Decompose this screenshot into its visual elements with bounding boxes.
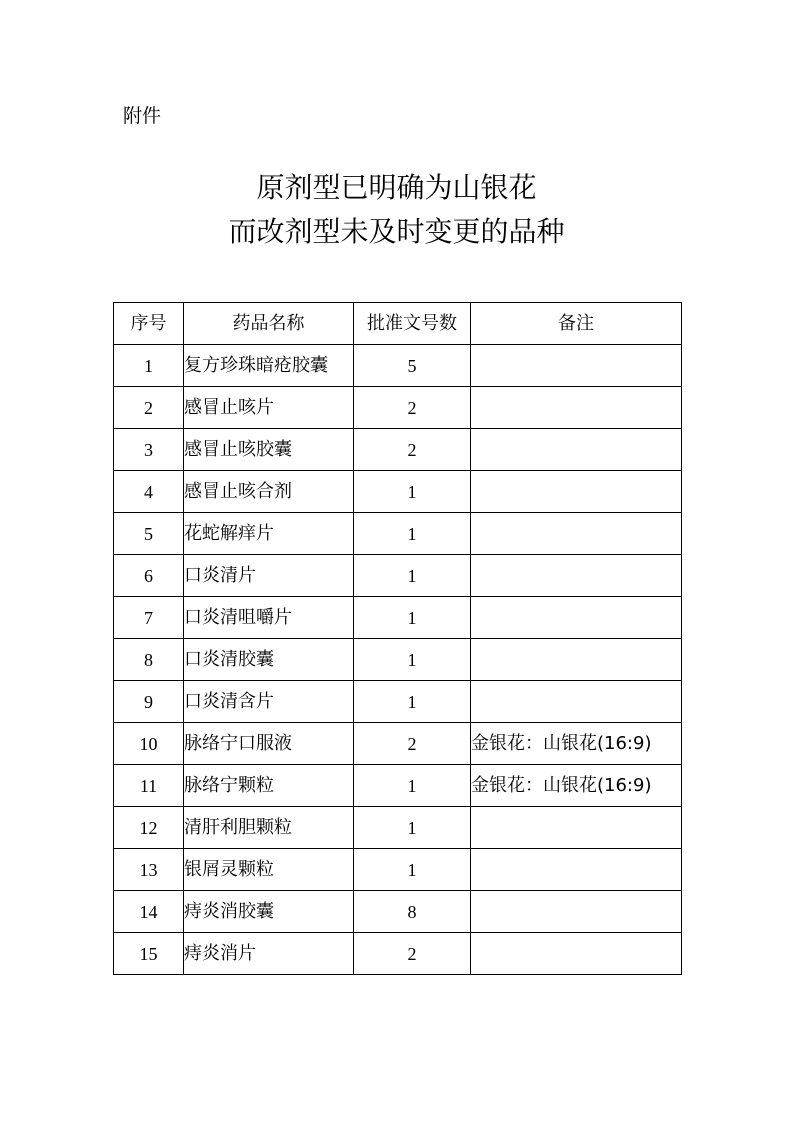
table-header-row <box>114 303 682 345</box>
approval-count: 1 <box>354 471 471 513</box>
row-index: 9 <box>114 681 184 723</box>
drug-name: 花蛇解痒片 <box>184 513 354 555</box>
column-header-approval-count: 批准文号数 <box>354 303 471 345</box>
approval-count: 2 <box>354 933 471 975</box>
drug-name: 感冒止咳片 <box>184 387 354 429</box>
remark <box>471 555 682 597</box>
row-index: 6 <box>114 555 184 597</box>
row-index: 5 <box>114 513 184 555</box>
drug-name: 口炎清含片 <box>184 681 354 723</box>
remark <box>471 597 682 639</box>
table-row <box>114 513 682 555</box>
approval-count: 2 <box>354 723 471 765</box>
remark <box>471 345 682 387</box>
approval-count: 5 <box>354 345 471 387</box>
remark <box>471 471 682 513</box>
drug-name: 银屑灵颗粒 <box>184 849 354 891</box>
remark: 金银花：山银花(16:9) <box>471 723 682 765</box>
row-index: 14 <box>114 891 184 933</box>
row-index: 13 <box>114 849 184 891</box>
row-index: 7 <box>114 597 184 639</box>
page-title-line-1: 原剂型已明确为山银花 <box>256 171 537 204</box>
remark: 金银花：山银花(16:9) <box>471 765 682 807</box>
row-index: 15 <box>114 933 184 975</box>
row-index: 11 <box>114 765 184 807</box>
table-row <box>114 345 682 387</box>
remark <box>471 681 682 723</box>
drug-name: 脉络宁颗粒 <box>184 765 354 807</box>
column-header-index: 序号 <box>114 303 184 345</box>
table-row <box>114 765 682 807</box>
approval-count: 1 <box>354 849 471 891</box>
drug-name: 口炎清胶囊 <box>184 639 354 681</box>
table-row <box>114 933 682 975</box>
table-row <box>114 639 682 681</box>
row-index: 12 <box>114 807 184 849</box>
remark <box>471 933 682 975</box>
table-row <box>114 555 682 597</box>
drug-name: 清肝利胆颗粒 <box>184 807 354 849</box>
approval-count: 2 <box>354 429 471 471</box>
table-row <box>114 723 682 765</box>
row-index: 1 <box>114 345 184 387</box>
row-index: 4 <box>114 471 184 513</box>
column-header-remarks: 备注 <box>471 303 682 345</box>
table-row <box>114 891 682 933</box>
drug-name: 痔炎消片 <box>184 933 354 975</box>
remark <box>471 387 682 429</box>
approval-count: 1 <box>354 681 471 723</box>
remark <box>471 639 682 681</box>
approval-count: 1 <box>354 639 471 681</box>
approval-count: 8 <box>354 891 471 933</box>
row-index: 3 <box>114 429 184 471</box>
drug-name: 口炎清咀嚼片 <box>184 597 354 639</box>
remark <box>471 429 682 471</box>
table-row <box>114 387 682 429</box>
table-row <box>114 429 682 471</box>
drug-table <box>113 302 682 975</box>
table-row <box>114 807 682 849</box>
approval-count: 1 <box>354 555 471 597</box>
row-index: 10 <box>114 723 184 765</box>
drug-name: 痔炎消胶囊 <box>184 891 354 933</box>
remark <box>471 891 682 933</box>
page-title-line-2: 而改剂型未及时变更的品种 <box>228 215 565 248</box>
remark <box>471 513 682 555</box>
table-row <box>114 597 682 639</box>
approval-count: 1 <box>354 597 471 639</box>
attachment-label: 附件 <box>123 105 162 127</box>
column-header-drug-name: 药品名称 <box>184 303 354 345</box>
drug-name: 感冒止咳合剂 <box>184 471 354 513</box>
drug-name: 复方珍珠暗疮胶囊 <box>184 345 354 387</box>
approval-count: 1 <box>354 513 471 555</box>
remark <box>471 807 682 849</box>
remark <box>471 849 682 891</box>
table-row <box>114 681 682 723</box>
drug-name: 口炎清片 <box>184 555 354 597</box>
drug-name: 脉络宁口服液 <box>184 723 354 765</box>
row-index: 2 <box>114 387 184 429</box>
table-row <box>114 471 682 513</box>
approval-count: 1 <box>354 807 471 849</box>
approval-count: 1 <box>354 765 471 807</box>
approval-count: 2 <box>354 387 471 429</box>
row-index: 8 <box>114 639 184 681</box>
drug-name: 感冒止咳胶囊 <box>184 429 354 471</box>
table-row <box>114 849 682 891</box>
